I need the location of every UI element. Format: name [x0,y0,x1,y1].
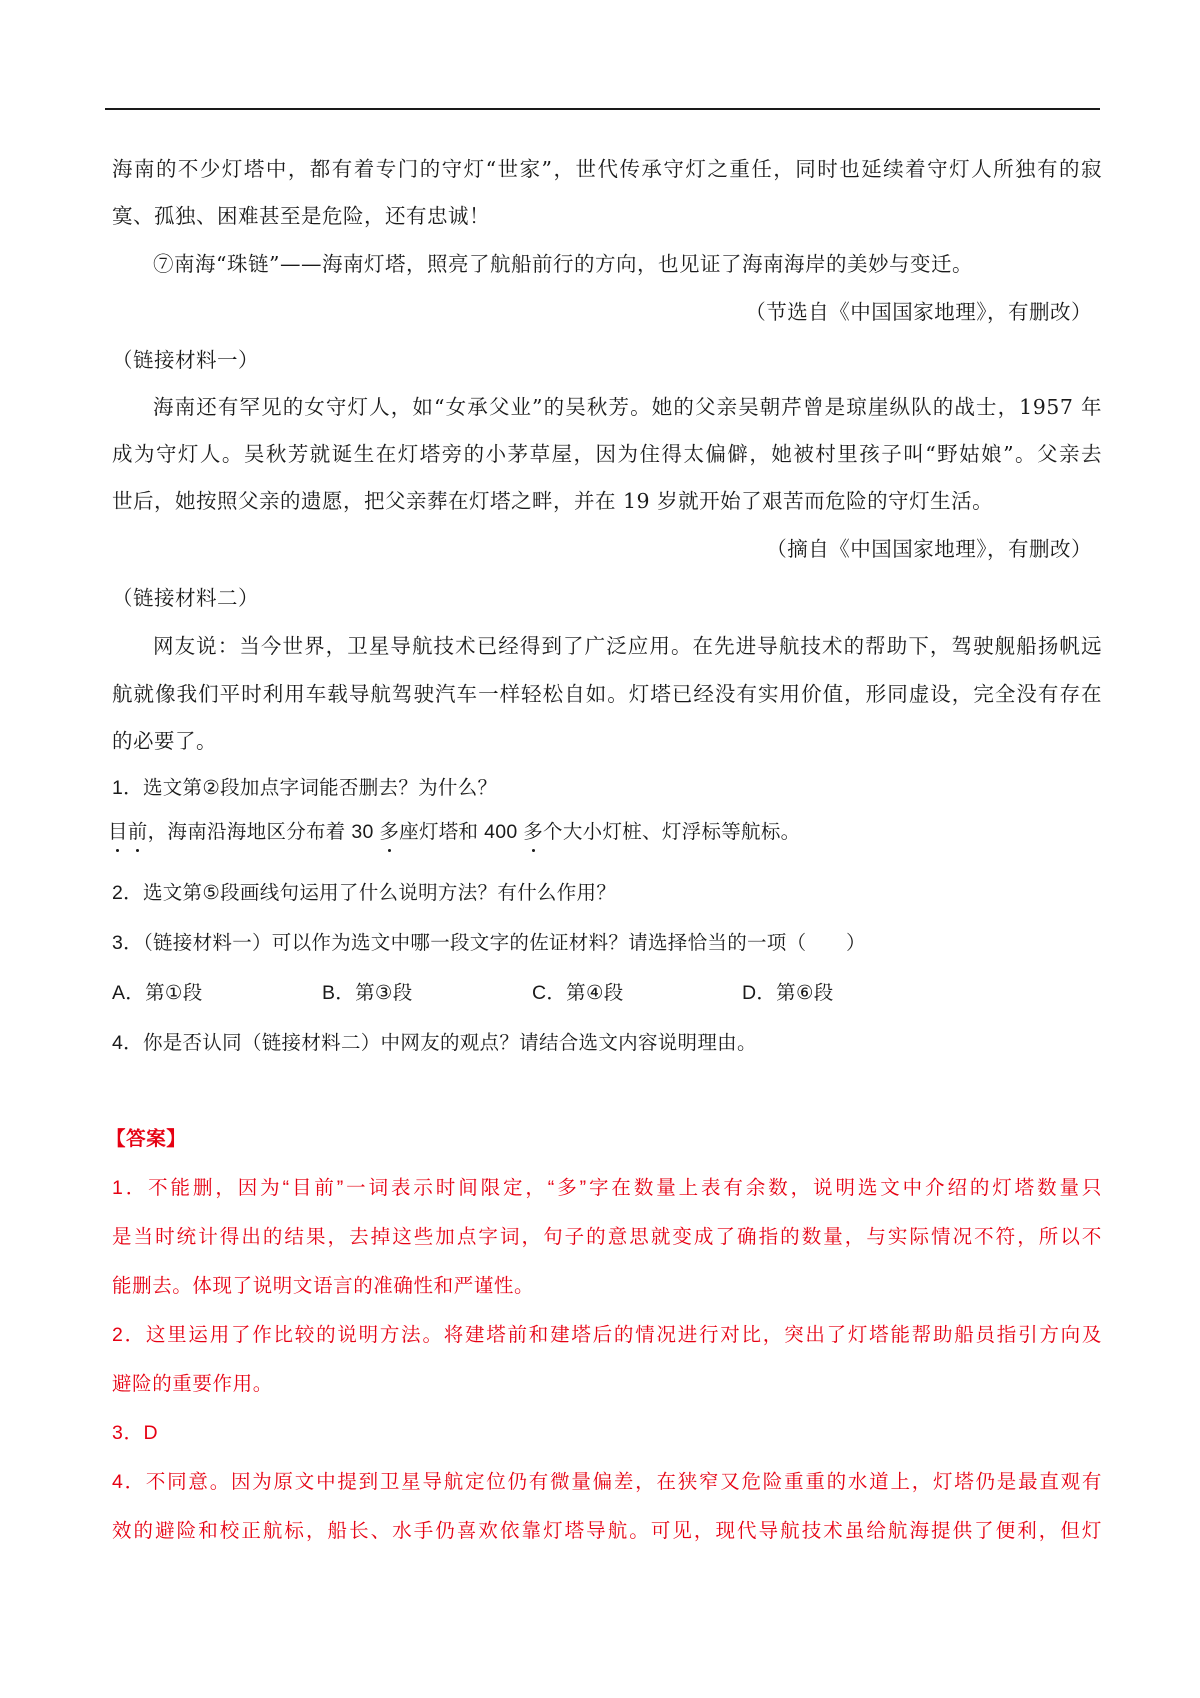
dotted-word-muqian: 目前 [108,818,148,846]
link-material-1-line-2: 成为守灯人。吴秋芳就诞生在灯塔旁的小茅草屋，因为住得太偏僻，她被村里孩子叫“野姑娘”。父亲去 [112,442,1102,466]
answer-1-line-1: 1．不能删，因为“目前”一词表示时间限定，“多”字在数量上表有余数，说明选文中介绍的灯塔数量只 [112,1177,1102,1199]
answer-4-line-2: 效的避险和校正航标，船长、水手仍喜欢依靠灯塔导航。可见，现代导航技术虽给航海提供了便利，但灯 [112,1520,1102,1542]
question-1: 1．选文第②段加点字词能否删去？为什么？ [112,777,498,799]
answer-1-line-2: 是当时统计得出的结果，去掉这些加点字词，句子的意思就变成了确指的数量，与实际情况不符，所以不 [112,1226,1102,1248]
header-rule [105,108,1100,110]
option-b: B．第③段 [322,982,413,1004]
question-1-quoted-sentence: 目前 ，海南沿海地区分布着 30 多 座灯塔和 400 多 个大小灯桩、灯浮标等航标。 [108,818,1098,846]
link-material-1-line-1: 海南还有罕见的女守灯人，如“女承父业”的吴秋芳。她的父亲吴朝芹曾是琼崖纵队的战士，1957 年 [153,395,1102,419]
passage-paragraph-6-line-1: 海南的不少灯塔中，都有着专门的守灯“世家”，世代传承守灯之重任，同时也延续着守灯人所独有的寂 [112,157,1102,181]
link-material-1-label: （链接材料一） [112,348,259,372]
question-4: 4．你是否认同（链接材料二）中网友的观点？请结合选文内容说明理由。 [112,1032,757,1054]
answer-2-line-2: 避险的重要作用。 [112,1373,273,1395]
link-material-2-label: （链接材料二） [112,586,259,610]
link-material-1-line-3: 世后，她按照父亲的遗愿，把父亲葬在灯塔之畔，并在 19 岁就开始了艰苦而危险的守灯生活。 [112,489,994,513]
link-material-2-line-3: 的必要了。 [112,729,217,753]
answer-heading: 【答案】 [106,1128,187,1150]
answer-4-line-1: 4．不同意。因为原文中提到卫星导航定位仍有微量偏差，在狭窄又危险重重的水道上，灯塔仍是最直观有 [112,1471,1102,1493]
question-3-options [112,979,1102,1007]
link-material-2-line-1: 网友说：当今世界，卫星导航技术已经得到了广泛应用。在先进导航技术的帮助下，驾驶舰船扬帆远 [153,634,1102,658]
dotted-word-duo-2: 多 [523,818,543,846]
answer-1-line-3: 能删去。体现了说明文语言的准确性和严谨性。 [112,1275,535,1297]
passage-paragraph-7: ⑦南海“珠链”——海南灯塔，照亮了航船前行的方向，也见证了海南海岸的美妙与变迁。 [153,252,973,276]
question-2: 2．选文第⑤段画线句运用了什么说明方法？有什么作用？ [112,882,617,904]
passage-paragraph-6-line-2: 寞、孤独、困难甚至是危险，还有忠诚！ [112,204,490,228]
option-a: A．第①段 [112,982,203,1004]
dotted-word-duo-1: 多 [379,818,399,846]
passage-source: （节选自《中国国家地理》，有删改） [745,300,1092,324]
answer-2-line-1: 2．这里运用了作比较的说明方法。将建塔前和建塔后的情况进行对比，突出了灯塔能帮助船员指引方向及 [112,1324,1102,1346]
link-material-1-source: （摘自《中国国家地理》，有删改） [766,537,1092,561]
option-c: C．第④段 [532,982,624,1004]
link-material-2-line-2: 航就像我们平时利用车载导航驾驶汽车一样轻松自如。灯塔已经没有实用价值，形同虚设，完全没有存在 [112,682,1102,706]
question-3: 3．（链接材料一）可以作为选文中哪一段文字的佐证材料？请选择恰当的一项（ ） [112,932,866,954]
option-d: D．第⑥段 [742,982,834,1004]
answer-3: 3．D [112,1422,159,1444]
